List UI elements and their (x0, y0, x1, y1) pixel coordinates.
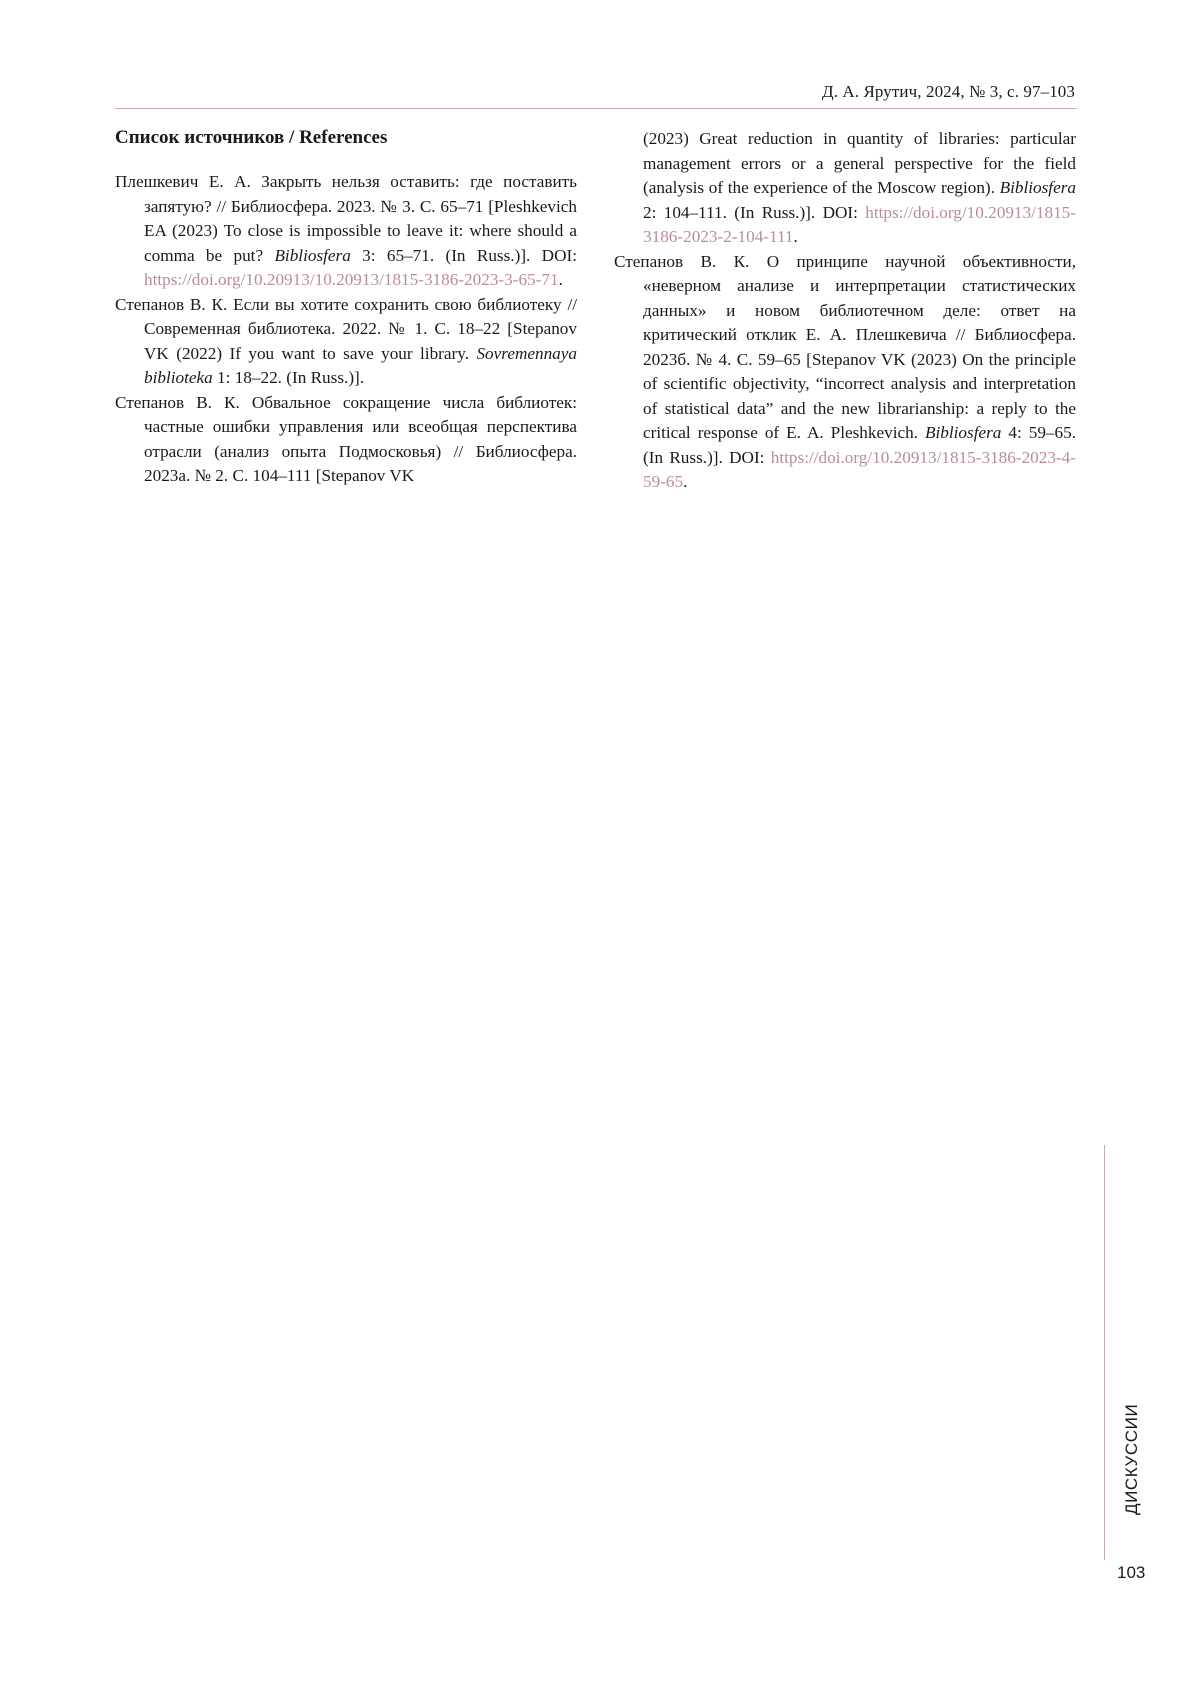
reference-end: . (794, 227, 798, 246)
reference-text: Плешкевич Е. А. Закрыть нельзя оставить: где поставить запятую? // Библиосфера. 2023. № 3. С. 65–71 [Pleshkevich EA (2023) To close is impossible to leave it: where should a comma be put? (115, 172, 577, 265)
reference-journal: Bibliosfera (1000, 178, 1076, 197)
reference-item (115, 293, 577, 391)
sidebar-divider (1104, 1145, 1105, 1560)
references-right-column (614, 127, 1076, 495)
running-head: Д. А. Ярутич, 2024, № 3, с. 97–103 (115, 82, 1075, 102)
references-title: Список источников / References (115, 127, 387, 149)
page-number: 103 (1117, 1563, 1145, 1583)
section-label: ДИСКУССИИ (1122, 1404, 1142, 1515)
reference-end: . (559, 270, 563, 289)
reference-text: Степанов В. К. Обвальное сокращение числа библиотек: частные ошибки управления или всеобщая перспектива отрасли (анализ опыта Подмосковья) // Библиосфера. 2023а. № 2. С. 104–111 [Stepanov VK (115, 393, 577, 486)
reference-item-continued (614, 127, 1076, 250)
reference-text: Степанов В. К. Если вы хотите сохранить свою библиотеку // Современная библиотека. 2022. № 1. С. 18–22 [Stepanov VK (2022) If you want to save your library. (115, 295, 577, 363)
reference-text: (2023) Great reduction in quantity of libraries: particular management errors or a general perspective for the field (analysis of the experience of the Moscow region). (643, 129, 1076, 197)
header-divider (115, 108, 1077, 109)
doi-link[interactable]: https://doi.org/10.20913/1815-3186-2023-2-104-111 (643, 203, 1076, 247)
reference-tail: 2: 104–111. (In Russ.)]. DOI: (643, 203, 865, 222)
reference-end: . (683, 472, 687, 491)
reference-journal: Bibliosfera (925, 423, 1001, 442)
reference-journal: Sovremennaya biblioteka (144, 344, 577, 388)
reference-item (614, 250, 1076, 495)
references-left-column (115, 170, 577, 489)
reference-item (115, 391, 577, 489)
doi-link[interactable]: https://doi.org/10.20913/10.20913/1815-3186-2023-3-65-71 (144, 270, 559, 289)
reference-journal: Bibliosfera (274, 246, 350, 265)
reference-text: Степанов В. К. О принципе научной объективности, «неверном анализе и интерпретации статистических данных» и новом библиотечном деле: ответ на критический отклик Е. А. Плешкевича // Библиосфера. 2023б. № 4. С. 59–65 [Stepanov VK (2023) On the principle of scientific objectivity, “incorrect analysis and interpretation of statistical data” and the new librarianship: a reply to the critical response of E. A. Pleshkevich. (614, 252, 1076, 443)
reference-tail: 1: 18–22. (In Russ.)]. (213, 368, 364, 387)
reference-tail: 3: 65–71. (In Russ.)]. DOI: (351, 246, 577, 265)
doi-link[interactable]: https://doi.org/10.20913/1815-3186-2023-4-59-65 (643, 448, 1076, 492)
reference-item (115, 170, 577, 293)
reference-tail: 4: 59–65. (In Russ.)]. DOI: (643, 423, 1076, 467)
